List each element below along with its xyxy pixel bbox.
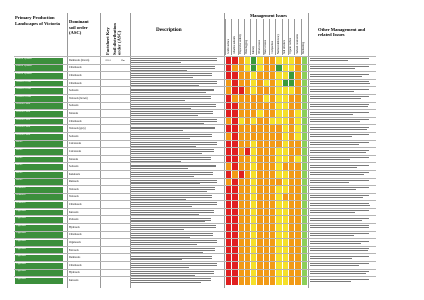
table-row — [14, 79, 376, 87]
landscape-cell: Western Plains — [15, 119, 63, 125]
management-column-label: Organic carbon — [289, 37, 293, 54]
table-row — [14, 102, 376, 110]
table-row — [14, 178, 376, 186]
other-issues-text-lines — [310, 279, 374, 284]
table-row — [14, 147, 376, 155]
soil-order-cell: Kurosols — [69, 279, 79, 283]
landscape-cell: Western Plains — [15, 134, 63, 140]
soil-order-cell: Chromosols — [69, 73, 82, 77]
soil-order-cell: Sodosols — [69, 89, 79, 93]
landscape-cell: Gippsland — [15, 240, 63, 246]
soil-order-cell: Vertosols — [69, 195, 79, 199]
table-row — [14, 223, 376, 231]
management-column-header — [301, 19, 307, 55]
management-column-headers — [225, 19, 307, 55]
soil-order-header: Dominant soil order (ASC) — [69, 19, 89, 36]
soil-order-cell: Vertosols — [69, 187, 79, 191]
landscape-cell: Eastern Uplands — [15, 58, 63, 64]
landscape-cell: Gippsland — [15, 210, 63, 216]
management-column-label: Hardsetting — [302, 41, 306, 54]
table-row — [14, 208, 376, 216]
table-row — [14, 117, 376, 125]
soil-order-cell: Dermosols (brown) — [69, 58, 90, 62]
landscape-cell: Western Plains — [15, 126, 63, 132]
soil-order-cell: Vertosols (brown) — [69, 96, 88, 100]
soil-order-cell: Calcarosols — [69, 142, 82, 146]
management-column-label: Waterlogging — [245, 39, 249, 54]
soil-order-cell: Chromosols — [69, 81, 82, 85]
table-row — [14, 246, 376, 254]
table-row — [14, 170, 376, 178]
soil-order-cell: Hydrosols — [69, 271, 80, 275]
management-column-label: Alkaline subsoils — [232, 36, 236, 54]
landscape-cell: Eastern Uplands — [15, 73, 63, 79]
landscape-cell: Northern Plains — [15, 96, 63, 102]
landscape-cell: Wimmera — [15, 187, 63, 193]
management-column-label: Soil structure — [283, 40, 287, 54]
table-row — [14, 238, 376, 246]
soil-order-cell: Vertosols (grey) — [69, 127, 86, 131]
table-row — [14, 86, 376, 94]
landscape-cell: Western Plains — [15, 111, 63, 117]
soil-order-cell: Chromosols — [69, 203, 82, 207]
landscape-cell: Mallee — [15, 164, 63, 170]
landscape-cell: Mallee — [15, 157, 63, 163]
management-column-label: Dispersive sodicity — [239, 34, 243, 54]
management-column-label: Compaction — [270, 41, 274, 54]
table-row — [14, 56, 376, 64]
landscape-cell: Gippsland — [15, 270, 63, 276]
management-column-label: Wind erosion — [257, 40, 261, 54]
table-row — [14, 71, 376, 79]
description-text-lines — [131, 278, 221, 284]
landscape-cell: Northern Plains — [15, 81, 63, 87]
soil-order-cell: Hydrosols — [69, 225, 80, 229]
distribution-cell: Dm — [121, 58, 125, 62]
table-row — [14, 200, 376, 208]
table-row — [14, 193, 376, 201]
landscape-cell: Gippsland — [15, 225, 63, 231]
table-row — [14, 253, 376, 261]
description-header: Description — [156, 27, 182, 33]
soil-order-cell: Chromosols — [69, 119, 82, 123]
rating-cell — [301, 277, 307, 285]
soil-table-body — [14, 56, 376, 284]
table-row — [14, 132, 376, 140]
landscape-header: Primary Production Landscapes of Victoria — [15, 15, 60, 26]
table-row — [14, 64, 376, 72]
management-column-label: Salinity — [251, 45, 255, 54]
table-row — [14, 215, 376, 223]
table-row — [14, 124, 376, 132]
table-row — [14, 185, 376, 193]
management-rating-cells — [225, 277, 307, 285]
soil-order-cell: Sodosols — [69, 134, 79, 138]
landscape-cell: Northern Plains — [15, 88, 63, 94]
soil-order-cell: Tenosols — [69, 157, 79, 161]
landscape-cell: Wimmera — [15, 202, 63, 208]
factsheet-key-header: Factsheet Key — [105, 27, 110, 55]
other-issues-header: Other Management and related Issues — [318, 27, 366, 37]
management-column-label: Subsoil constraints — [295, 34, 299, 54]
landscape-cell: Mallee — [15, 179, 63, 185]
table-row — [14, 94, 376, 102]
table-row — [14, 261, 376, 269]
table-row — [14, 231, 376, 239]
soil-order-cell: Kurosols — [69, 210, 79, 214]
soil-table-page — [14, 13, 376, 288]
management-column-label: Nutrient deficiency — [276, 33, 280, 54]
table-row — [14, 109, 376, 117]
landscape-cell: Mallee — [15, 149, 63, 155]
landscape-cell: Gippsland — [15, 278, 63, 284]
table-row — [14, 276, 376, 284]
landscape-cell: Gippsland — [15, 232, 63, 238]
landscape-cell: Mallee — [15, 172, 63, 178]
landscape-cell: Western Plains — [15, 103, 63, 109]
factsheet-key-cell: 222-3 — [105, 58, 111, 62]
soil-order-cell: Ferrosols — [69, 248, 79, 252]
table-row — [14, 269, 376, 277]
table-row — [14, 155, 376, 163]
landscape-cell: Gippsland — [15, 263, 63, 269]
table-row — [14, 140, 376, 148]
soil-order-cell: Tenosols — [69, 111, 79, 115]
soil-order-cell: Chromosols — [69, 263, 82, 267]
soil-order-cell: Calcarosols — [69, 149, 82, 153]
landscape-cell: Eastern Uplands — [15, 65, 63, 71]
soil-order-cell: Chromosols — [69, 66, 82, 70]
soil-order-cell: Sodosols — [69, 104, 79, 108]
soil-order-cell: Organosols — [69, 241, 81, 245]
management-column-label: Water erosion — [264, 39, 268, 54]
landscape-cell: Gippsland — [15, 217, 63, 223]
table-row — [14, 162, 376, 170]
landscape-cell: Gippsland — [15, 248, 63, 254]
landscape-cell: Wimmera — [15, 194, 63, 200]
soil-order-cell: Kandosols — [69, 172, 80, 176]
management-column-label: Acidic surface — [226, 38, 230, 54]
soil-order-cell: Sodosols — [69, 165, 79, 169]
landscape-cell: Gippsland — [15, 255, 63, 261]
landscape-cell: Mallee — [15, 141, 63, 147]
soil-distribution-header: Soil distribution order (ASC) — [112, 23, 122, 55]
soil-order-cell: Chromosols — [69, 233, 82, 237]
management-issues-header: Management Issues — [250, 13, 287, 18]
soil-order-cell: Podosols — [69, 218, 79, 222]
soil-order-cell: Dermosols — [69, 256, 81, 260]
soil-order-cell: Rudosols — [69, 180, 79, 184]
